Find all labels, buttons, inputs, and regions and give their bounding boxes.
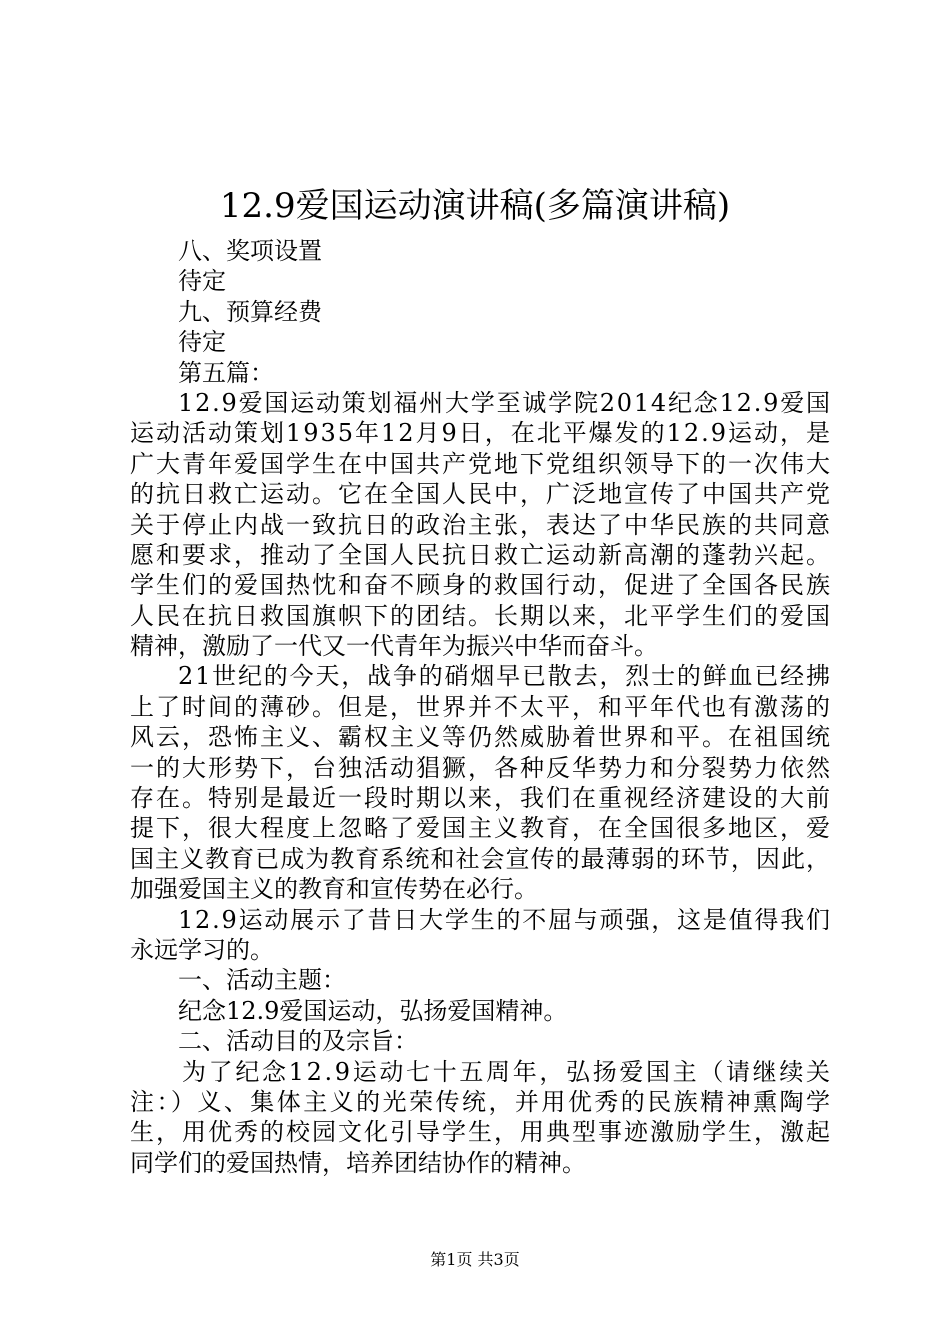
text-line: 12.9爱国运动策划福州大学至诚学院2014纪念12.9爱国 [178,388,832,417]
text-line: 运动活动策划1935年12月9日，在北平爆发的12.9运动，是 [130,419,832,448]
text-line: 学生们的爱国热忱和奋不顾身的救国行动，促进了全国各民族 [130,571,832,600]
text-line: 待定 [178,267,226,296]
text-line: 的抗日救亡运动。它在全国人民中，广泛地宣传了中国共产党 [130,480,832,509]
text-line: 存在。特别是最近一段时期以来，我们在重视经济建设的大前 [130,784,832,813]
text-line: 待定 [178,328,226,357]
text-line: 八、奖项设置 [178,237,322,265]
text-line: 同学们的爱国热情，培养团结协作的精神。 [130,1148,586,1177]
text-line: 生，用优秀的校园文化引导学生，用典型事迹激励学生，激起 [130,1118,832,1147]
text-line: 人民在抗日救国旗帜下的团结。长期以来，北平学生们的爱国 [130,601,832,630]
text-line: 加强爱国主义的教育和宣传势在必行。 [130,875,538,904]
document-title: 12.9爱国运动演讲稿(多篇演讲稿) [219,186,731,226]
text-line: 上了时间的薄砂。但是，世界并不太平，和平年代也有激荡的 [130,692,832,721]
text-line: 永远学习的。 [130,935,274,964]
text-line: 为了纪念12.9运动七十五周年，弘扬爱国主（请继续关 [182,1057,833,1086]
text-line: 九、预算经费 [178,297,322,326]
text-line: 愿和要求，推动了全国人民抗日救亡运动新高潮的蓬勃兴起。 [130,540,832,569]
page-footer: 第1页 共3页 [430,1250,520,1269]
text-line: 提下，很大程度上忽略了爱国主义教育，在全国很多地区，爱 [130,814,832,843]
text-line: 21世纪的今天，战争的硝烟早已散去，烈士的鲜血已经拂 [178,662,832,691]
text-line: 精神，激励了一代又一代青年为振兴中华而奋斗。 [130,632,658,661]
text-line: 一、活动主题： [178,966,346,995]
document-body [130,236,833,1178]
text-line: 国主义教育已成为教育系统和社会宣传的最薄弱的环节，因此， [130,844,832,873]
text-line: 一的大形势下，台独活动猖獗，各种反华势力和分裂势力依然 [130,753,832,782]
text-line: 广大青年爱国学生在中国共产党地下党组织领导下的一次伟大 [130,449,832,478]
text-line: 二、活动目的及宗旨： [178,1027,418,1056]
text-line: 纪念12.9爱国运动，弘扬爱国精神。 [178,996,568,1025]
text-line: 风云，恐怖主义、霸权主义等仍然威胁着世界和平。在祖国统 [130,723,832,752]
text-line: 12.9运动展示了昔日大学生的不屈与顽强，这是值得我们 [178,905,832,934]
text-line: 第五篇： [178,358,274,387]
text-line: 注：）义、集体主义的光荣传统，并用优秀的民族精神熏陶学 [130,1087,833,1116]
text-line: 关于停止内战一致抗日的政治主张，表达了中华民族的共同意 [130,510,832,539]
